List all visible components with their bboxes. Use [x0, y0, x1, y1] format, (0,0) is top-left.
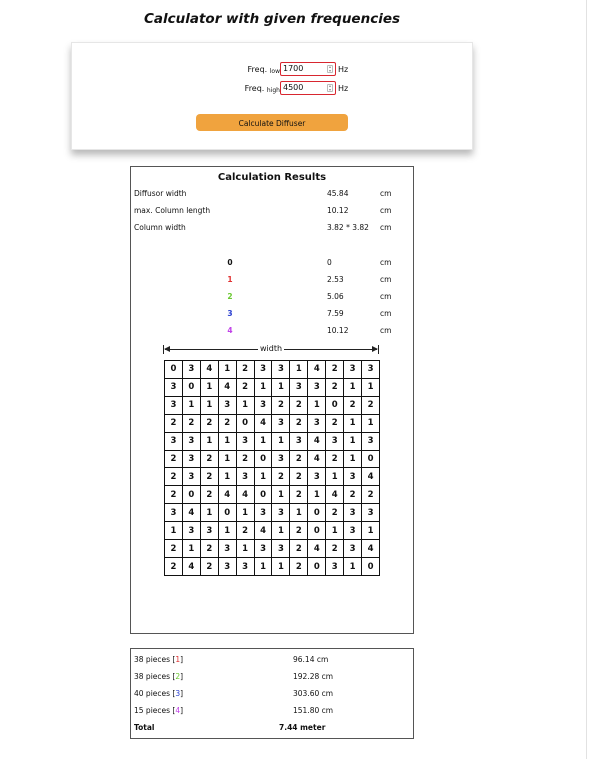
grid-cell: 2 [326, 451, 344, 469]
grid-cell: 3 [219, 540, 237, 558]
grid-cell: 3 [362, 361, 380, 379]
grid-cell: 2 [290, 415, 308, 433]
grid-cell: 2 [219, 415, 237, 433]
grid-cell: 3 [344, 540, 362, 558]
length-value: 5.06 [327, 292, 344, 301]
grid-cell: 1 [219, 522, 237, 540]
spinner-icon[interactable] [327, 84, 333, 92]
page-edge-divider [586, 0, 587, 759]
grid-cell: 3 [165, 433, 183, 451]
grid-cell: 1 [344, 558, 362, 576]
grid-cell: 3 [255, 540, 273, 558]
result-row-column-width [131, 223, 413, 235]
width-label-wrap [163, 344, 379, 353]
grid-cell: 2 [290, 558, 308, 576]
grid-cell: 4 [219, 379, 237, 397]
grid-cell: 2 [272, 397, 290, 415]
grid-cell: 3 [201, 522, 219, 540]
pieces-row-2 [131, 672, 413, 684]
grid-cell: 1 [183, 397, 201, 415]
grid-cell: 1 [255, 468, 273, 486]
result-label: Column width [134, 223, 186, 232]
grid-cell: 1 [219, 468, 237, 486]
grid-cell: 4 [255, 415, 273, 433]
grid-cell: 3 [272, 540, 290, 558]
grid-cell: 3 [183, 433, 201, 451]
grid-cell: 1 [326, 468, 344, 486]
length-unit: cm [380, 309, 392, 318]
grid-cell: 2 [326, 504, 344, 522]
grid-cell: 2 [165, 415, 183, 433]
pieces-summary-panel [130, 648, 414, 739]
grid-cell: 1 [272, 522, 290, 540]
grid-cell: 3 [165, 504, 183, 522]
grid-cell: 2 [165, 486, 183, 504]
grid-cell: 3 [290, 433, 308, 451]
grid-cell: 0 [308, 558, 326, 576]
grid-cell: 1 [308, 397, 326, 415]
grid-cell: 4 [308, 540, 326, 558]
grid-cell: 3 [308, 468, 326, 486]
grid-cell: 2 [272, 468, 290, 486]
length-row-4 [131, 326, 413, 338]
grid-cell: 2 [237, 379, 255, 397]
grid-cell: 3 [362, 433, 380, 451]
grid-cell: 2 [165, 540, 183, 558]
grid-cell: 1 [344, 451, 362, 469]
grid-cell: 2 [201, 451, 219, 469]
result-value: 3.82 * 3.82 [327, 223, 369, 232]
grid-cell: 3 [290, 379, 308, 397]
freq-high-row [72, 81, 472, 97]
grid-cell: 4 [183, 504, 201, 522]
page-title: Calculator with given frequencies [143, 11, 401, 27]
freq-high-input[interactable] [280, 81, 336, 95]
grid-cell: 1 [290, 504, 308, 522]
pieces-row-1 [131, 655, 413, 667]
grid-cell: 2 [290, 486, 308, 504]
grid-cell: 4 [308, 451, 326, 469]
pieces-row-3 [131, 689, 413, 701]
grid-cell: 2 [362, 486, 380, 504]
pieces-length: 96.14 cm [293, 655, 329, 664]
grid-cell: 4 [326, 486, 344, 504]
pieces-total-row [131, 723, 413, 735]
grid-cell: 2 [237, 522, 255, 540]
frequency-form [71, 42, 473, 150]
grid-cell: 2 [290, 522, 308, 540]
grid-cell: 2 [201, 540, 219, 558]
length-index: 1 [227, 275, 233, 284]
grid-cell: 2 [201, 468, 219, 486]
freq-low-row [72, 62, 472, 78]
grid-cell: 1 [237, 540, 255, 558]
pieces-count: 40 pieces [3] [134, 689, 184, 698]
grid-cell: 3 [272, 504, 290, 522]
grid-cell: 1 [183, 540, 201, 558]
result-value: 10.12 [327, 206, 349, 215]
grid-cell: 1 [272, 379, 290, 397]
result-label: max. Column length [134, 206, 211, 215]
grid-cell: 1 [272, 486, 290, 504]
results-title: Calculation Results [217, 172, 327, 183]
grid-cell: 4 [219, 486, 237, 504]
grid-cell: 3 [183, 522, 201, 540]
grid-cell: 3 [362, 504, 380, 522]
length-row-0 [131, 258, 413, 270]
grid-cell: 3 [344, 468, 362, 486]
length-index: 0 [227, 258, 233, 267]
length-unit: cm [380, 292, 392, 301]
grid-cell: 1 [165, 522, 183, 540]
grid-cell: 3 [255, 504, 273, 522]
grid-cell: 1 [219, 433, 237, 451]
grid-cell: 1 [201, 379, 219, 397]
grid-cell: 1 [344, 379, 362, 397]
grid-cell: 4 [308, 361, 326, 379]
grid-cell: 3 [344, 504, 362, 522]
grid-cell: 3 [272, 451, 290, 469]
length-value: 0 [327, 258, 332, 267]
length-value: 10.12 [327, 326, 349, 335]
grid-cell: 0 [183, 486, 201, 504]
grid-cell: 1 [219, 451, 237, 469]
length-row-3 [131, 309, 413, 321]
grid-cell: 0 [362, 558, 380, 576]
grid-cell: 3 [326, 558, 344, 576]
grid-cell: 4 [362, 540, 380, 558]
pieces-length: 303.60 cm [293, 689, 334, 698]
pieces-index: 2 [175, 672, 181, 681]
grid-cell: 1 [272, 433, 290, 451]
grid-cell: 1 [362, 522, 380, 540]
grid-cell: 2 [201, 558, 219, 576]
pieces-index: 3 [175, 689, 181, 698]
grid-cell: 2 [165, 558, 183, 576]
length-index: 4 [227, 326, 233, 335]
total-value: 7.44 meter [279, 723, 326, 732]
grid-cell: 3 [255, 361, 273, 379]
grid-cell: 0 [165, 361, 183, 379]
grid-cell: 1 [201, 397, 219, 415]
grid-cell: 0 [255, 451, 273, 469]
freq-low-label: Freq. low [247, 65, 280, 75]
grid-cell: 3 [308, 415, 326, 433]
freq-low-value: 1700 [283, 64, 304, 73]
grid-cell: 4 [308, 433, 326, 451]
grid-cell: 2 [183, 415, 201, 433]
grid-cell: 4 [201, 361, 219, 379]
grid-cell: 0 [308, 504, 326, 522]
grid-cell: 3 [219, 558, 237, 576]
freq-high-value: 4500 [283, 83, 304, 92]
grid-cell: 2 [290, 397, 308, 415]
pieces-length: 151.80 cm [293, 706, 334, 715]
diffuser-grid [164, 360, 380, 576]
grid-cell: 4 [362, 468, 380, 486]
result-row-max-column-length [131, 206, 413, 218]
grid-cell: 2 [201, 486, 219, 504]
freq-high-label: Freq. high [244, 84, 280, 94]
grid-cell: 2 [290, 451, 308, 469]
grid-cell: 1 [362, 415, 380, 433]
calculate-diffuser-button[interactable]: Calculate Diffuser [196, 114, 348, 131]
pieces-row-4 [131, 706, 413, 718]
result-unit: cm [380, 206, 392, 215]
grid-cell: 3 [183, 468, 201, 486]
grid-cell: 2 [290, 468, 308, 486]
width-label: width [259, 344, 283, 353]
grid-cell: 0 [219, 504, 237, 522]
width-dimension [163, 345, 379, 355]
grid-cell: 1 [344, 415, 362, 433]
grid-cell: 1 [237, 397, 255, 415]
grid-cell: 3 [255, 397, 273, 415]
grid-cell: 3 [344, 361, 362, 379]
grid-cell: 1 [255, 433, 273, 451]
grid-cell: 0 [308, 522, 326, 540]
grid-cell: 3 [237, 558, 255, 576]
grid-cell: 1 [255, 379, 273, 397]
grid-cell: 1 [326, 522, 344, 540]
grid-cell: 0 [362, 451, 380, 469]
pieces-count: 38 pieces [1] [134, 655, 184, 664]
freq-low-input[interactable] [280, 62, 336, 76]
grid-cell: 3 [344, 522, 362, 540]
grid-cell: 2 [237, 451, 255, 469]
grid-cell: 1 [308, 486, 326, 504]
grid-cell: 2 [201, 415, 219, 433]
length-unit: cm [380, 275, 392, 284]
length-value: 2.53 [327, 275, 344, 284]
pieces-length: 192.28 cm [293, 672, 334, 681]
freq-high-unit: Hz [338, 84, 349, 93]
grid-cell: 3 [165, 397, 183, 415]
grid-cell: 1 [362, 379, 380, 397]
grid-cell: 3 [237, 433, 255, 451]
grid-cell: 1 [237, 504, 255, 522]
pieces-index: 1 [175, 655, 181, 664]
result-unit: cm [380, 189, 392, 198]
grid-cell: 2 [326, 361, 344, 379]
grid-cell: 2 [237, 361, 255, 379]
grid-cell: 0 [237, 415, 255, 433]
grid-cell: 3 [219, 397, 237, 415]
pieces-count: 15 pieces [4] [134, 706, 184, 715]
result-value: 45.84 [327, 189, 349, 198]
grid-cell: 3 [326, 433, 344, 451]
grid-cell: 0 [326, 397, 344, 415]
grid-cell: 2 [165, 468, 183, 486]
grid-cell: 2 [290, 540, 308, 558]
length-row-2 [131, 292, 413, 304]
grid-cell: 0 [183, 379, 201, 397]
result-row-diffusor-width [131, 189, 413, 201]
grid-cell: 3 [165, 379, 183, 397]
grid-cell: 2 [326, 379, 344, 397]
grid-cell: 4 [183, 558, 201, 576]
grid-cell: 2 [326, 540, 344, 558]
grid-cell: 4 [255, 522, 273, 540]
grid-cell: 3 [272, 361, 290, 379]
grid-cell: 0 [255, 486, 273, 504]
freq-low-unit: Hz [338, 65, 349, 74]
grid-cell: 4 [237, 486, 255, 504]
length-index: 3 [227, 309, 233, 318]
grid-cell: 2 [362, 397, 380, 415]
grid-cell: 2 [344, 486, 362, 504]
grid-cell: 1 [290, 361, 308, 379]
grid-cell: 2 [326, 415, 344, 433]
total-label: Total [134, 723, 155, 732]
spinner-icon[interactable] [327, 65, 333, 73]
grid-cell: 1 [201, 504, 219, 522]
grid-cell: 1 [219, 361, 237, 379]
length-unit: cm [380, 258, 392, 267]
grid-cell: 3 [237, 468, 255, 486]
grid-cell: 2 [165, 451, 183, 469]
grid-cell: 3 [272, 415, 290, 433]
pieces-index: 4 [175, 706, 181, 715]
result-label: Diffusor width [134, 189, 187, 198]
grid-cell: 3 [183, 361, 201, 379]
grid-cell: 1 [201, 433, 219, 451]
result-unit: cm [380, 223, 392, 232]
grid-cell: 3 [183, 451, 201, 469]
grid-cell: 1 [255, 558, 273, 576]
grid-cell: 2 [344, 397, 362, 415]
pieces-count: 38 pieces [2] [134, 672, 184, 681]
grid-cell: 1 [272, 558, 290, 576]
grid-cell: 3 [308, 379, 326, 397]
length-row-1 [131, 275, 413, 287]
length-index: 2 [227, 292, 233, 301]
grid-cell: 1 [344, 433, 362, 451]
length-unit: cm [380, 326, 392, 335]
length-value: 7.59 [327, 309, 344, 318]
